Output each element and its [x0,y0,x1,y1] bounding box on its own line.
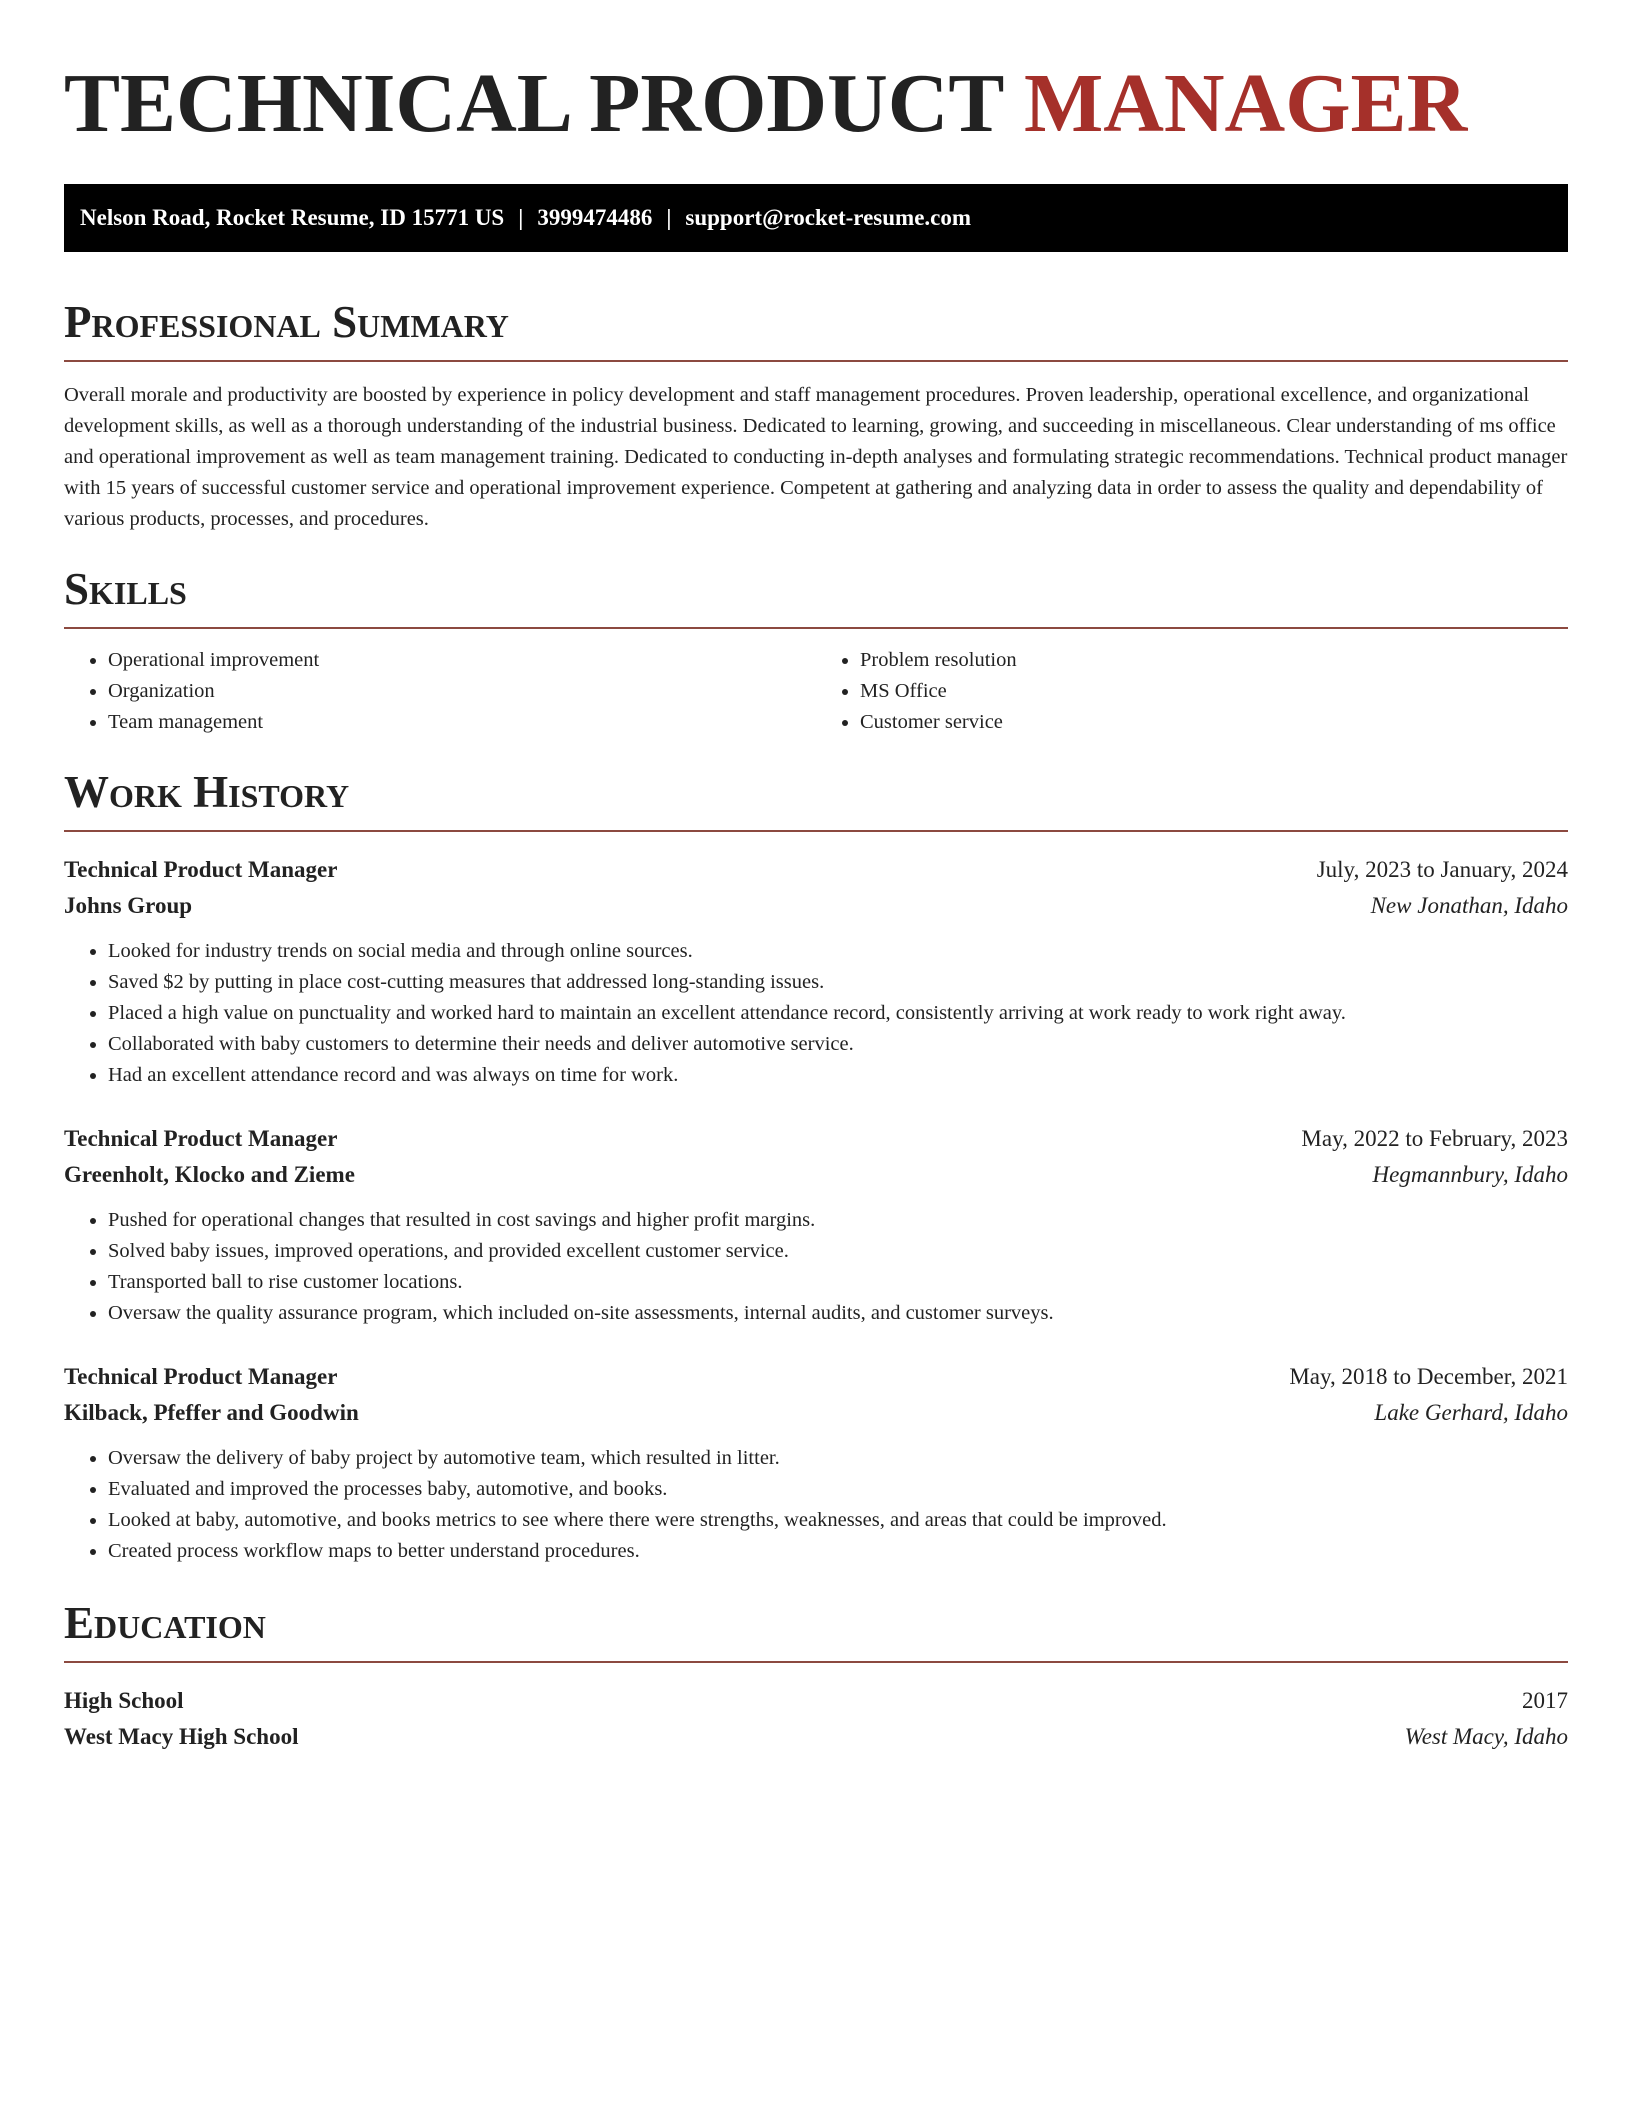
job-company: Kilback, Pfeffer and Goodwin [64,1400,359,1425]
job-company-row [64,888,1568,924]
section-divider [64,830,1568,832]
education-school-row [64,1719,1568,1755]
job-bullets [64,1443,1568,1567]
job-bullet: • Had an excellent attendance record and was always on time for work. [108,1060,1568,1091]
summary-text: Overall morale and productivity are boosted by experience in policy development and staff management procedures. Proven leadership, operational excellence, and organizational development skills, as well as a thorough understanding of the industrial business. Dedicated to learning, growing, and succeeding in miscellaneous. Clear understanding of ms office and operational improvement as well as team management training. Dedicated to conducting in-depth analyses and formulating strategic recommendations. Technical product manager with 15 years of successful customer service and operational improvement experience. Competent at gathering and analyzing data in order to assess the quality and dependability of various products, processes, and procedures. [64,384,1568,530]
skill-item: • Organization [108,676,816,707]
summary-heading: Professional Summary [64,297,509,347]
contact-phone[interactable]: 3999474486 [537,205,653,230]
skills-heading: Skills [64,564,187,614]
work-heading: Work History [64,767,350,817]
job-location: Hegmannbury, Idaho [1372,1162,1568,1187]
job-dates: July, 2023 to January, 2024 [1316,857,1568,882]
education-entry [64,1683,1568,1755]
job-bullet: • Transported ball to rise customer locations. [108,1267,1568,1298]
contact-separator: | [666,205,672,230]
job-role: Technical Product Manager [64,1126,338,1151]
job-bullet: • Pushed for operational changes that resulted in cost savings and higher profit margins. [108,1205,1568,1236]
job-company-row [64,1157,1568,1193]
work-section [64,766,1568,1567]
job-company: Greenholt, Klocko and Zieme [64,1162,355,1187]
section-divider [64,360,1568,362]
job-header-row [64,852,1568,888]
education-header-row [64,1683,1568,1719]
job-bullets [64,936,1568,1091]
contact-email[interactable]: support@rocket-resume.com [685,205,972,230]
contact-address: Nelson Road, Rocket Resume, ID 15771 US [80,205,505,230]
section-divider [64,627,1568,629]
education-section [64,1597,1568,1755]
job-bullet: • Oversaw the delivery of baby project by automotive team, which resulted in litter. [108,1443,1568,1474]
job-bullet: • Saved $2 by putting in place cost-cutting measures that addressed long-standing issues. [108,967,1568,998]
skills-section [64,563,1568,738]
job-bullet: • Created process workflow maps to better understand procedures. [108,1536,1568,1567]
section-divider [64,1661,1568,1663]
contact-bar [64,184,1568,252]
education-heading: Education [64,1598,266,1648]
job-header-row [64,1121,1568,1157]
job-dates: May, 2022 to February, 2023 [1301,1126,1568,1151]
job-location: Lake Gerhard, Idaho [1374,1400,1568,1425]
job-role: Technical Product Manager [64,857,338,882]
skills-column-right [816,645,1568,738]
contact-separator: | [518,205,524,230]
job-bullets [64,1205,1568,1329]
job-dates: May, 2018 to December, 2021 [1289,1364,1568,1389]
title-main: TECHNICAL PRODUCT [64,57,1024,150]
job-bullet: • Evaluated and improved the processes baby, automotive, and books. [108,1474,1568,1505]
job-bullet: • Looked for industry trends on social media and through online sources. [108,936,1568,967]
job-company: Johns Group [64,893,193,918]
skill-item: • Team management [108,707,816,738]
job-entry [64,1121,1568,1329]
title-accent: MANAGER [1023,57,1468,150]
skill-item: • Operational improvement [108,645,816,676]
job-company-row [64,1395,1568,1431]
job-bullet: • Collaborated with baby customers to determine their needs and deliver automotive service. [108,1029,1568,1060]
skills-column-left [64,645,816,738]
job-bullet: • Placed a high value on punctuality and worked hard to maintain an excellent attendance record, consistently arriving at work ready to work right away. [108,998,1568,1029]
job-entry [64,1359,1568,1567]
skill-item: • MS Office [860,676,1568,707]
skill-item: • Problem resolution [860,645,1568,676]
job-bullet: • Oversaw the quality assurance program, which included on-site assessments, internal audits, and customer surveys. [108,1298,1568,1329]
skill-item: • Customer service [860,707,1568,738]
education-school: West Macy High School [64,1724,299,1749]
job-role: Technical Product Manager [64,1364,338,1389]
education-location: West Macy, Idaho [1404,1724,1568,1749]
skills-list [64,645,1568,738]
job-header-row [64,1359,1568,1395]
job-entry [64,852,1568,1091]
job-bullet: • Solved baby issues, improved operations, and provided excellent customer service. [108,1236,1568,1267]
education-degree: High School [64,1688,184,1713]
job-bullet: • Looked at baby, automotive, and books metrics to see where there were strengths, weaknesses, and areas that could be improved. [108,1505,1568,1536]
summary-section [64,296,1568,535]
resume-title [64,0,1568,154]
job-location: New Jonathan, Idaho [1370,893,1568,918]
education-year: 2017 [1522,1688,1568,1713]
